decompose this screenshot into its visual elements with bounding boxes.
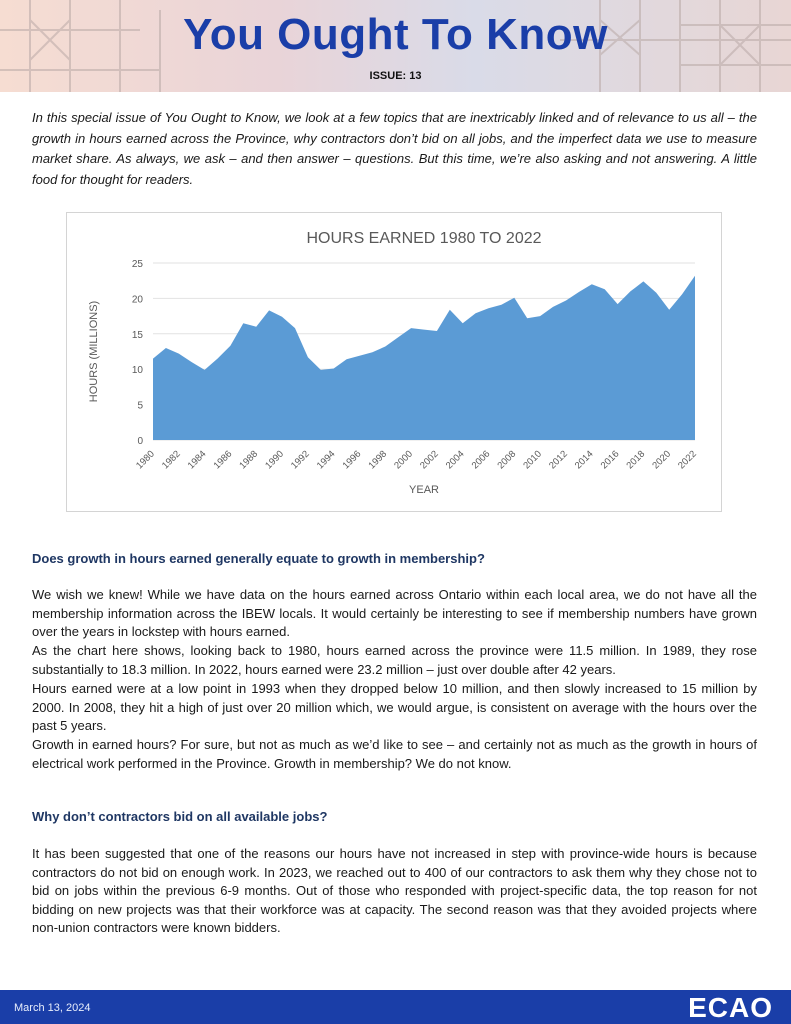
x-tick-label: 1988 [237,448,261,472]
section1-paragraph-4: Growth in earned hours? For sure, but not as much as we’d like to see – and certainly not as much as the growth in hours of electrical work performed in the Province. Growth in membership? We do not know. [32,737,757,771]
x-tick-label: 1996 [340,448,364,472]
y-tick-label: 20 [131,294,143,306]
x-tick-label: 2014 [572,448,596,472]
x-tick-label: 1998 [366,448,390,472]
footer-bar [0,990,791,1024]
x-tick-label: 2006 [469,448,493,472]
y-tick-label: 10 [131,365,143,377]
y-tick-label: 0 [137,436,143,447]
x-tick-label: 1984 [185,448,209,472]
y-tick-label: 5 [137,400,143,412]
x-axis-label: YEAR [409,484,439,496]
x-tick-label: 2016 [598,448,622,472]
header-banner [0,0,791,92]
intro-paragraph: In this special issue of You Ought to Know, we look at a few topics that are inextricably linked and of relevance to us all – the growth in hours earned across the Province, why contractors don’t bid on all jobs, and the imperfect data we use to measure market share. As always, we ask – and then answer – questions. But this time, we’re also asking and not answering. A little food for thought for readers. [32,110,757,187]
section2-heading: Why don’t contractors bid on all available jobs? [32,809,328,824]
hours-earned-chart [66,212,722,512]
y-tick-label: 15 [131,329,143,341]
ecao-logo: ECAO [688,992,773,1023]
hours-area-series [153,276,695,440]
x-tick-label: 2012 [547,448,570,472]
section1-heading: Does growth in hours earned generally equate to growth in membership? [32,551,485,566]
x-tick-label: 1980 [134,448,157,472]
section1-paragraph-1: We wish we knew! While we have data on the hours earned across Ontario within each local area, we do not have all the membership information across the IBEW locals. It would certainly be interesting to see if membership numbers have grown over the years in lockstep with hours earned. [32,587,757,640]
x-tick-label: 1990 [263,448,286,472]
issue-number: ISSUE: 13 [369,70,422,82]
section1-paragraph-2: As the chart here shows, looking back to 1980, hours earned across the province were 11.5 million. In 1989, they rose substantially to 18.3 million. In 2022, hours earned were 23.2 million – just over double after 42 years. [32,643,757,677]
x-tick-label: 2020 [650,448,674,472]
x-tick-label: 2018 [624,448,648,472]
section1-paragraph-3: Hours earned were at a low point in 1993 when they dropped below 10 million, and then slowly increased to 15 million by 2000. In 2008, they hit a high of just over 20 million which, we would argue, is consistent on average with the hours over the past 5 years. [32,681,757,734]
x-tick-label: 2004 [443,448,467,472]
x-tick-label: 1982 [159,448,183,472]
y-axis-label: HOURS (MILLIONS) [88,300,100,403]
x-tick-label: 1994 [314,448,338,472]
x-tick-label: 1986 [211,448,235,472]
x-tick-label: 1992 [289,448,312,472]
publication-date: March 13, 2024 [14,1002,91,1014]
x-tick-label: 2008 [495,448,519,472]
x-tick-label: 2000 [392,448,415,472]
chart-svg [67,213,721,511]
y-tick-label: 25 [131,259,143,270]
x-tick-label: 2022 [676,448,699,472]
chart-title: HOURS EARNED 1980 TO 2022 [306,230,542,247]
x-tick-label: 2002 [418,448,441,472]
section2-paragraph-1: It has been suggested that one of the reasons our hours have not increased in step with province-wide hours is because contractors do not bid on enough work. In 2023, we reached out to 400 of our contractors to ask them why they chose not to bid on jobs within the previous 6-9 months. Out of those who responded with project-specific data, the top reason for not bidding on new projects was that their workforce was at capacity. The second reason was that they avoided projects where non-union contractors were known bidders. [32,846,757,936]
newsletter-title: You Ought To Know [183,10,608,59]
x-tick-label: 2010 [521,448,545,472]
